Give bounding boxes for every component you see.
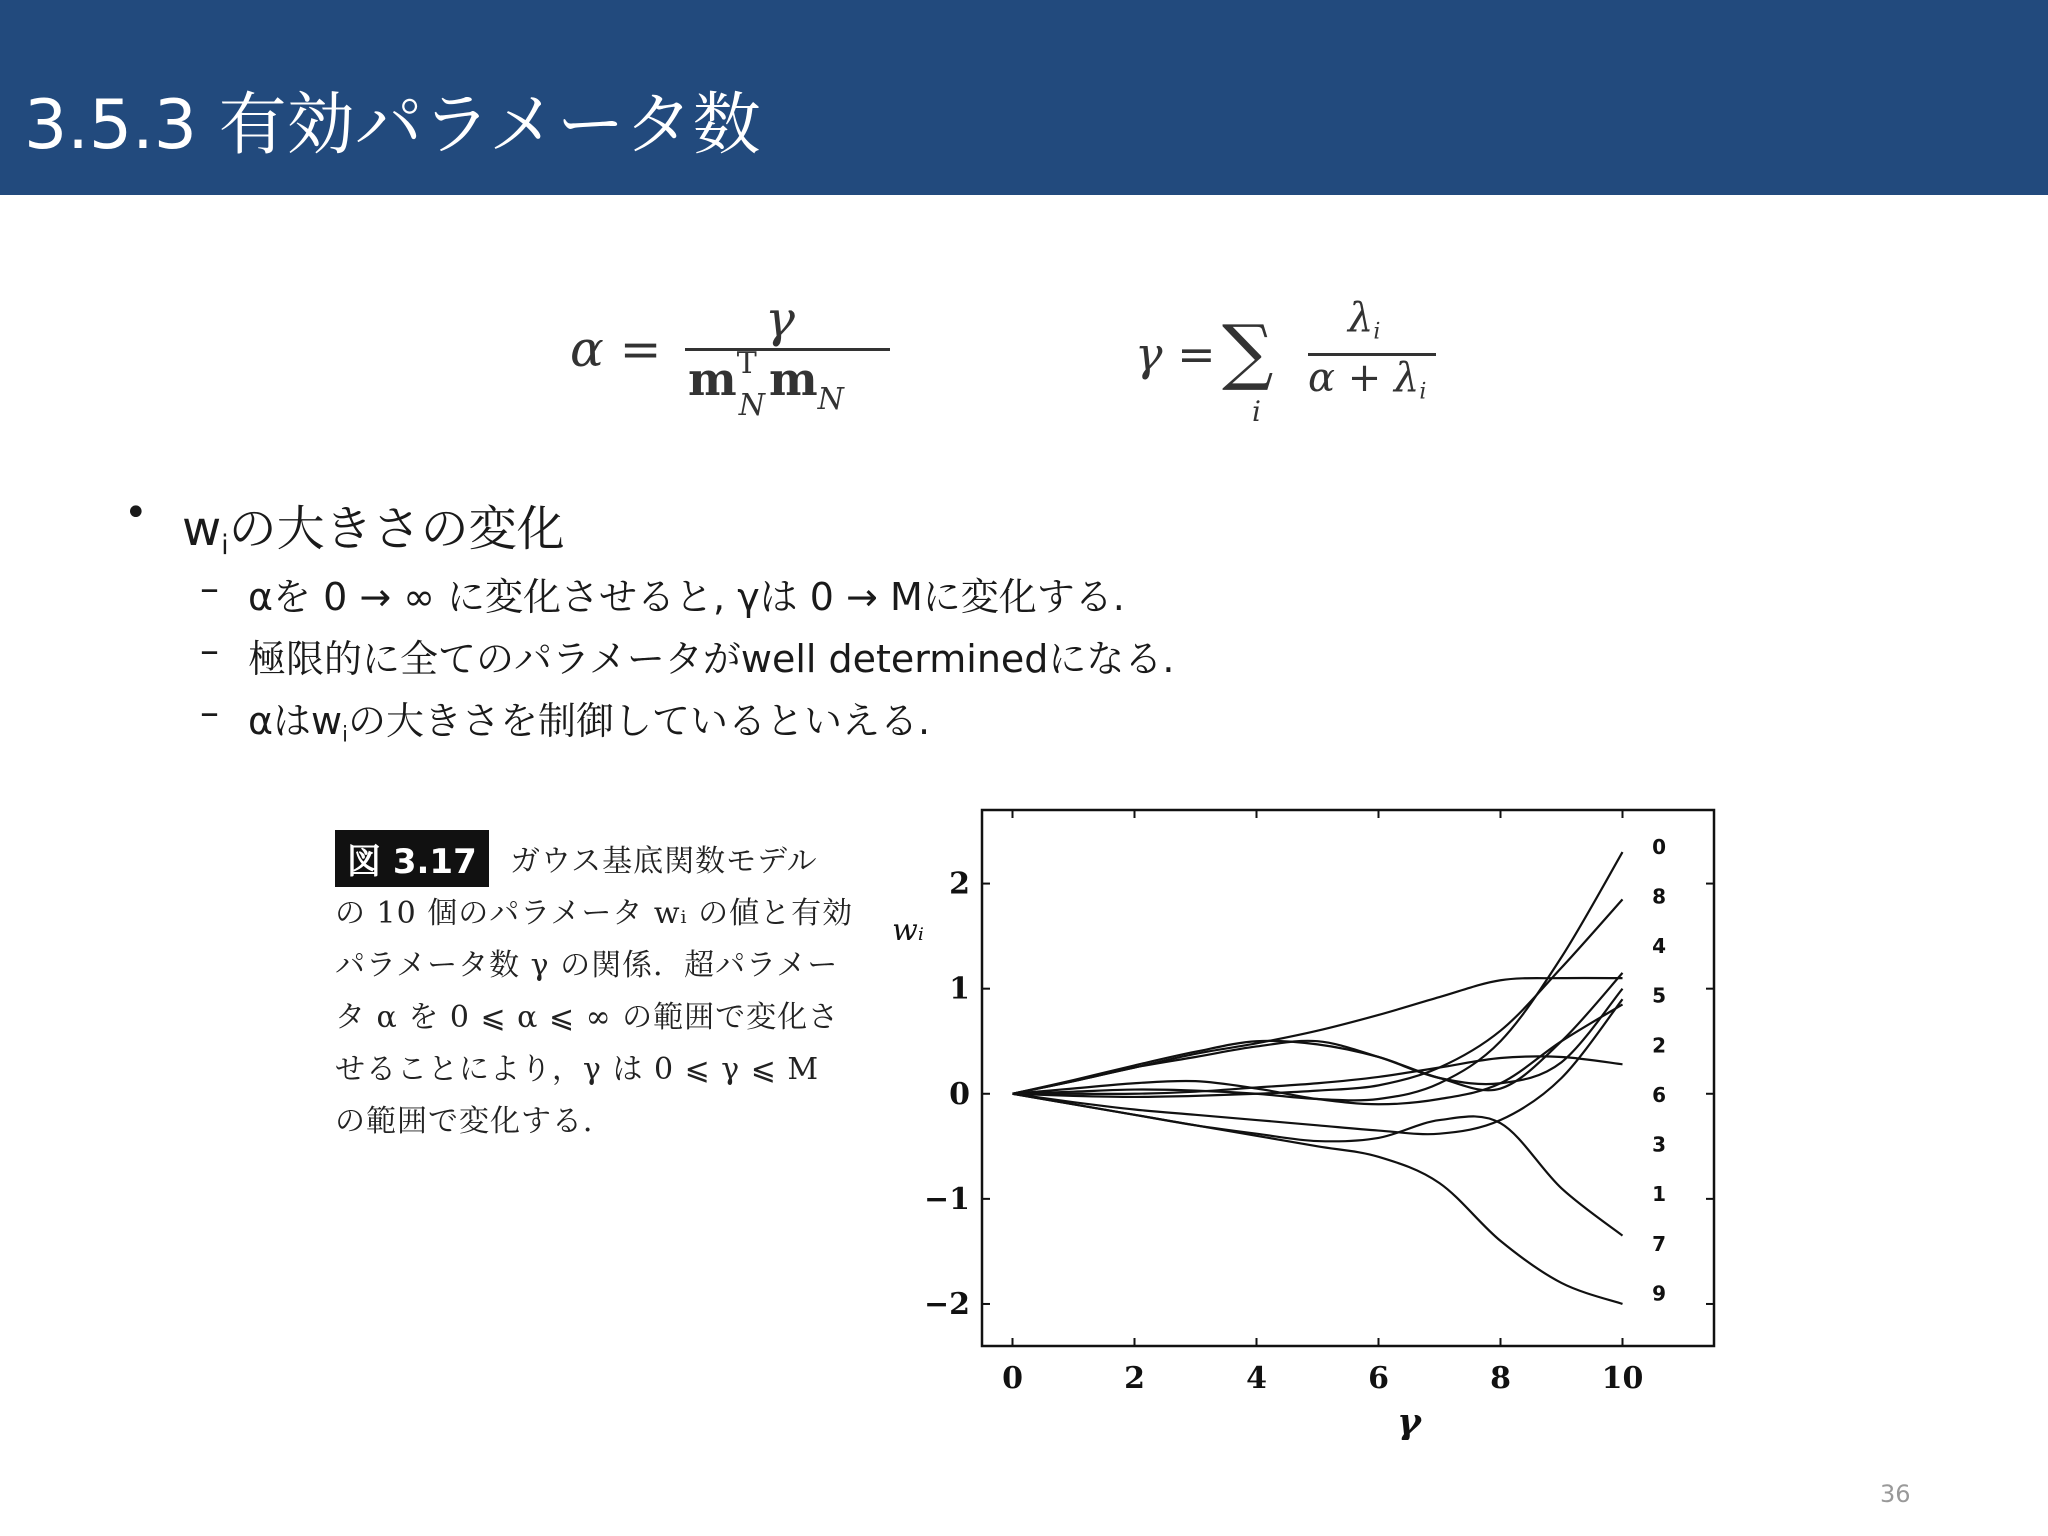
figure-label: 図 3.17 (335, 830, 489, 887)
equation-gamma-numerator: $\lambda_i$ (1348, 295, 1381, 345)
caption-line: の 10 個のパラメータ wᵢ の値と有効 (335, 896, 854, 931)
caption-line: パラメータ数 γ の関係．超パラメー (335, 948, 839, 983)
sub-bullet-text: αを 0 → ∞ に変化させると, γは 0 → Mに変化する. (248, 575, 1125, 619)
series-label-3: 3 (1652, 1132, 1667, 1157)
bullet-dot-icon: • (124, 490, 148, 536)
series-label-4: 4 (1652, 934, 1667, 959)
equation-alpha-lhs: α = (570, 320, 662, 378)
caption-line: タ α を 0 ⩽ α ⩽ ∞ の範囲で変化さ (335, 1000, 840, 1035)
equation-gamma-denominator: $\alpha + \lambda_i$ (1308, 355, 1427, 405)
x-tick-label: 2 (1124, 1361, 1145, 1396)
sub-bullet-text: 極限的に全てのパラメータがwell determinedになる. (248, 637, 1175, 681)
fraction-bar (685, 348, 890, 351)
equation-gamma (1130, 295, 1470, 445)
series-line-7 (1013, 1094, 1623, 1236)
bullet-text: $w_i$の大きさの変化 (182, 501, 565, 562)
slide-title: 3.5.3 有効パラメータ数 (24, 86, 761, 165)
slide-header (0, 0, 2048, 195)
series-label-1: 1 (1652, 1182, 1667, 1207)
equation-alpha (560, 290, 900, 440)
series-label-7: 7 (1652, 1231, 1667, 1256)
equation-gamma-lhs: γ = (1135, 327, 1216, 381)
dash-icon: – (200, 566, 219, 610)
y-axis-label: wᵢ (892, 913, 924, 948)
x-axis-label: γ (1397, 1401, 1421, 1440)
equation-alpha-numerator: γ (765, 290, 795, 348)
series-line-8 (1013, 899, 1623, 1097)
sub-bullet-text: αは$w_i$の大きさを制御しているといえる. (248, 699, 931, 747)
series-label-9: 9 (1652, 1281, 1667, 1306)
series-label-0: 0 (1652, 834, 1667, 859)
x-tick-label: 4 (1246, 1361, 1267, 1396)
series-label-8: 8 (1652, 884, 1667, 909)
caption-line: の範囲で変化する． (335, 1104, 614, 1139)
page-number: 36 (1880, 1480, 1911, 1508)
x-tick-label: 6 (1368, 1361, 1389, 1396)
x-tick-label: 0 (1002, 1361, 1023, 1396)
sum-index: i (1252, 395, 1261, 428)
series-label-5: 5 (1652, 983, 1667, 1008)
series-label-2: 2 (1652, 1033, 1667, 1058)
x-tick-label: 8 (1490, 1361, 1511, 1396)
sum-symbol: ∑ (1222, 309, 1274, 393)
caption-line: ガウス基底関数モデル (510, 844, 818, 879)
equation-alpha-denominator: $m^T_Nm_N$ (688, 346, 844, 423)
weights-vs-gamma-chart (880, 790, 1740, 1440)
y-tick-label: −1 (923, 1181, 970, 1217)
dash-icon: – (200, 690, 219, 734)
y-tick-label: 1 (949, 971, 970, 1007)
series-line-2 (1013, 1004, 1623, 1104)
y-tick-label: 2 (949, 866, 970, 902)
y-tick-label: −2 (923, 1286, 970, 1322)
series-line-4 (1013, 978, 1623, 1094)
series-line-5 (1013, 973, 1623, 1094)
x-tick-label: 10 (1601, 1361, 1644, 1396)
caption-line: せることにより，γ は 0 ⩽ γ ⩽ M (335, 1052, 820, 1087)
dash-icon: – (200, 628, 219, 672)
series-label-6: 6 (1652, 1082, 1667, 1107)
y-tick-label: 0 (949, 1076, 970, 1112)
series-line-1 (1013, 999, 1623, 1134)
